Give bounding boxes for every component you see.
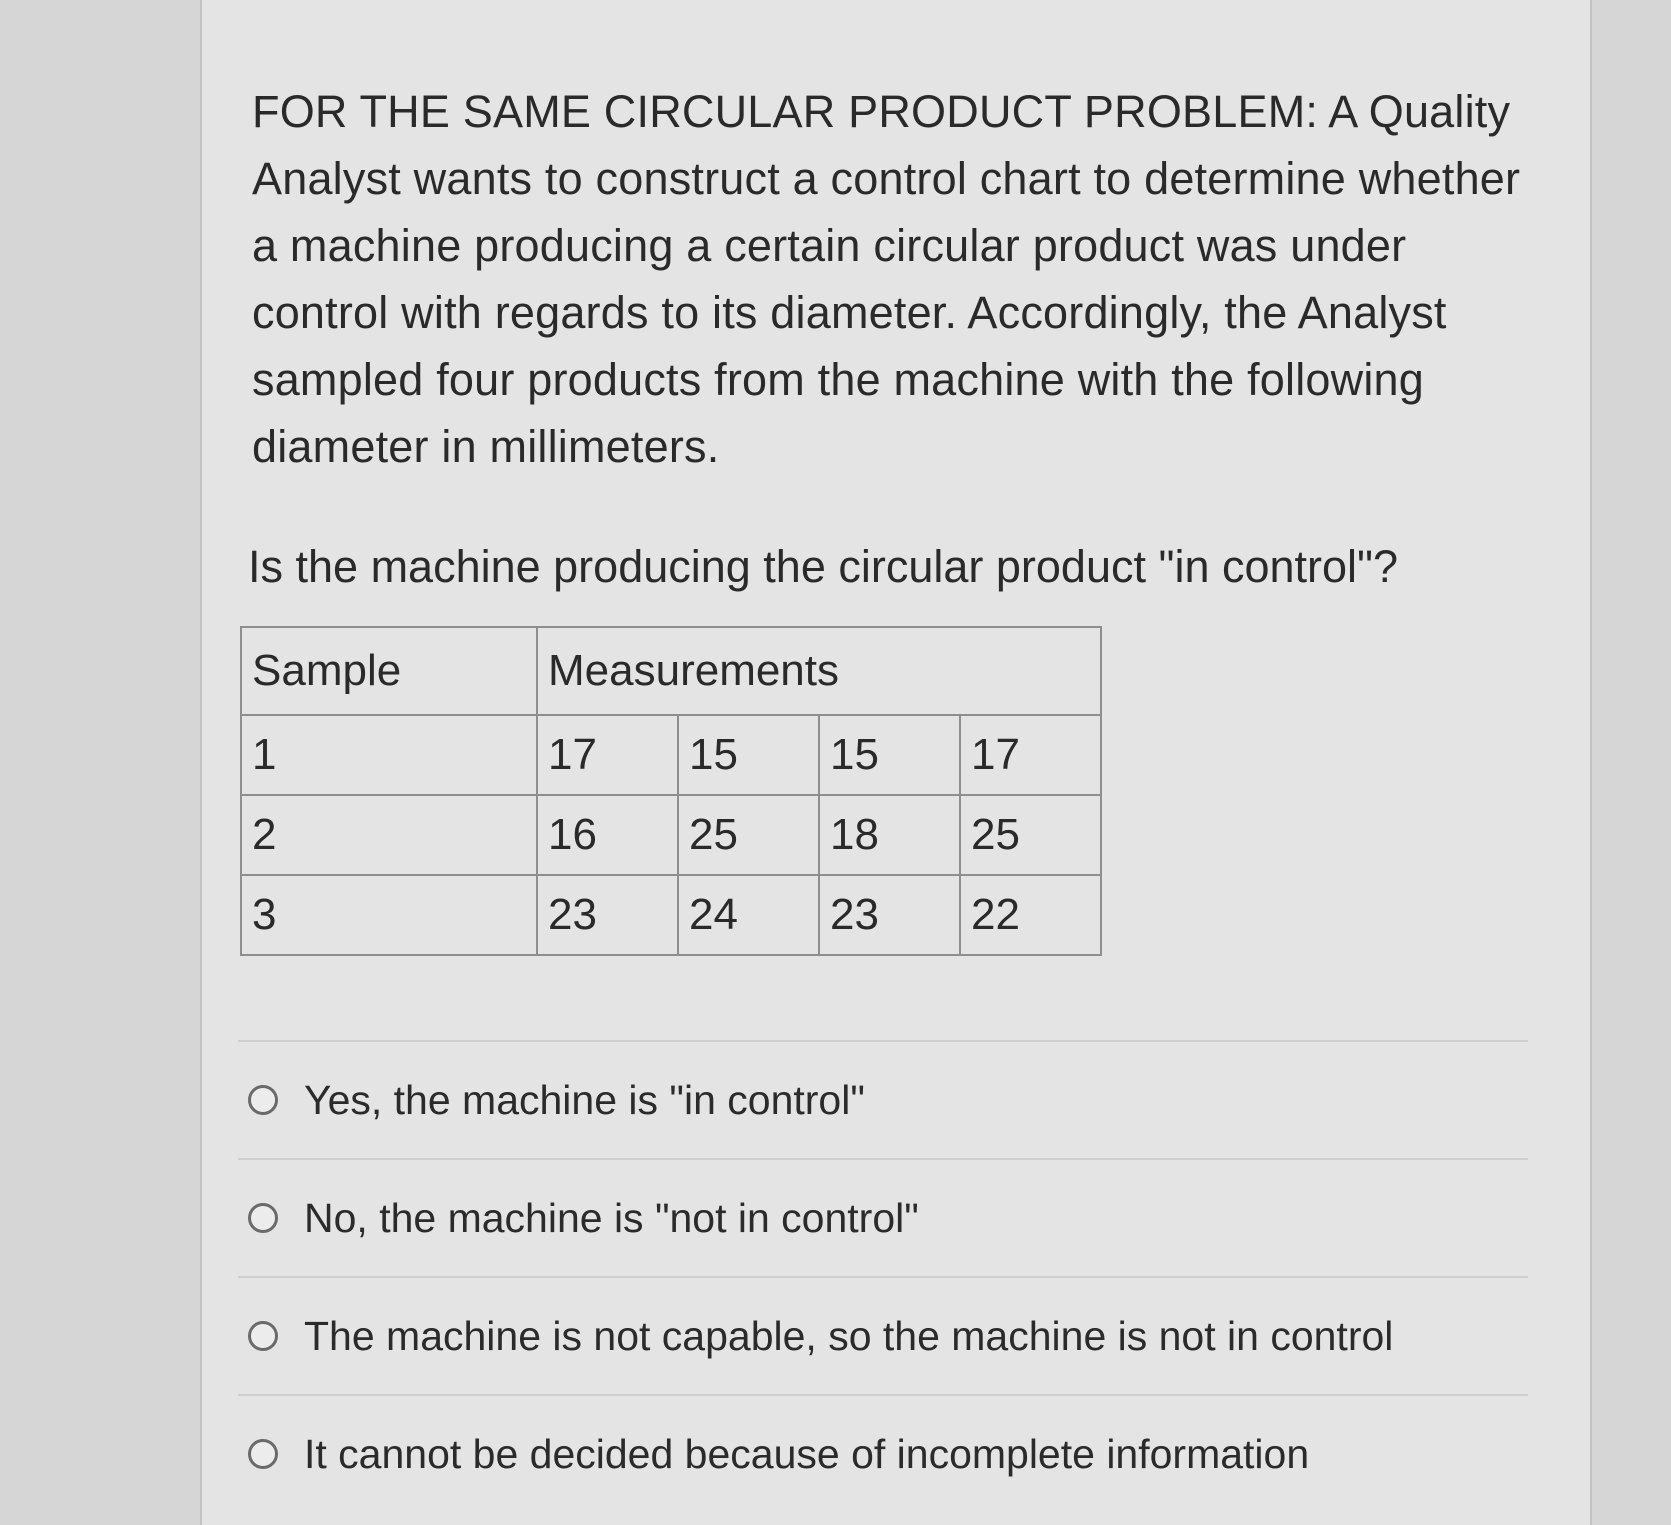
table-row [241, 875, 1101, 955]
measurement-cell: 16 [537, 795, 678, 875]
sample-number-cell: 1 [241, 715, 537, 795]
sample-header: Sample [241, 627, 537, 715]
option-label: The machine is not capable, so the machine is not in control [304, 1312, 1394, 1359]
answer-option-not-capable[interactable] [238, 1278, 1538, 1394]
measurements-table [240, 626, 1102, 956]
answer-option-no[interactable] [238, 1160, 1538, 1276]
measurement-cell: 25 [678, 795, 819, 875]
answer-option-yes[interactable] [238, 1042, 1538, 1158]
sample-number-cell: 2 [241, 795, 537, 875]
measurement-cell: 15 [819, 715, 960, 795]
answer-option-cannot-decide[interactable] [238, 1396, 1538, 1512]
measurement-cell: 15 [678, 715, 819, 795]
radio-button-icon[interactable] [248, 1203, 278, 1233]
table-row [241, 795, 1101, 875]
option-label: Yes, the machine is "in control" [304, 1076, 865, 1123]
measurement-cell: 18 [819, 795, 960, 875]
measurement-cell: 17 [960, 715, 1101, 795]
question-prompt: Is the machine producing the circular product "in control"? [248, 541, 1399, 592]
option-label: It cannot be decided because of incomplete information [304, 1430, 1310, 1477]
table-row [241, 715, 1101, 795]
measurement-cell: 22 [960, 875, 1101, 955]
sample-number-cell: 3 [241, 875, 537, 955]
option-label: No, the machine is "not in control" [304, 1194, 919, 1241]
question-text: FOR THE SAME CIRCULAR PRODUCT PROBLEM: A Quality Analyst wants to construct a control chart to determine whether a machine producing a certain circular product was under control with regards to its diameter. Accordingly, the Analyst sampled four products from the machine with the following diameter in millimeters. [252, 86, 1521, 472]
measurement-cell: 17 [537, 715, 678, 795]
measurement-cell: 25 [960, 795, 1101, 875]
measurement-cell: 23 [537, 875, 678, 955]
measurement-cell: 23 [819, 875, 960, 955]
answer-options [238, 1040, 1538, 1512]
radio-button-icon[interactable] [248, 1321, 278, 1351]
radio-button-icon[interactable] [248, 1085, 278, 1115]
table-header-row [241, 627, 1101, 715]
measurements-header: Measurements [537, 627, 1101, 715]
radio-button-icon[interactable] [248, 1439, 278, 1469]
measurement-cell: 24 [678, 875, 819, 955]
